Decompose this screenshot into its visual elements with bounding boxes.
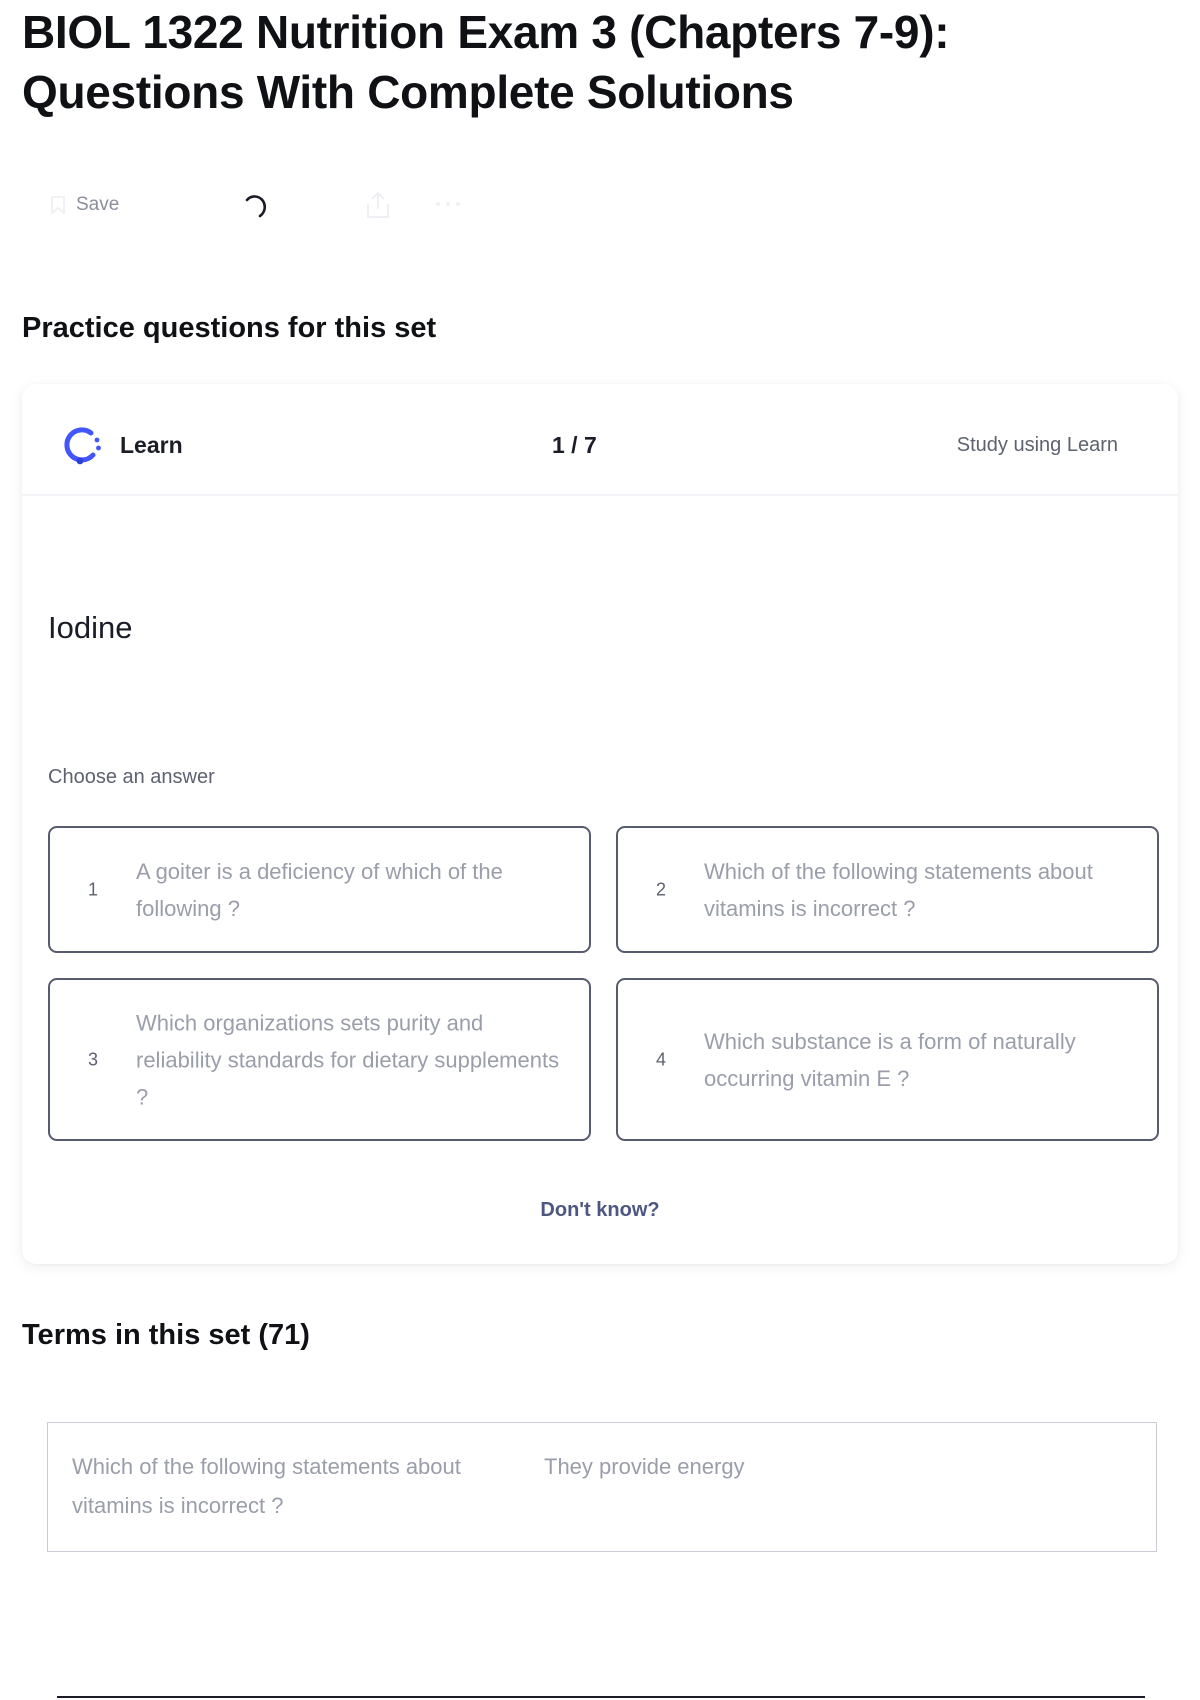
term-card [47, 1422, 1157, 1552]
option-text: Which of the following statements about vitamins is incorrect ? [704, 858, 1093, 921]
option-number: 2 [656, 879, 667, 899]
practice-card-header [22, 384, 1178, 496]
save-button[interactable] [50, 194, 119, 216]
choose-answer-label: Choose an answer [48, 766, 215, 788]
study-using-learn-link[interactable]: Study using Learn [956, 434, 1118, 456]
spinner-icon [242, 192, 270, 220]
answer-option-3[interactable] [48, 978, 591, 1141]
practice-heading: Practice questions for this set [22, 312, 437, 344]
learn-label: Learn [120, 431, 183, 458]
question-progress: 1 / 7 [552, 432, 597, 458]
share-icon[interactable] [364, 190, 392, 220]
learn-icon [62, 424, 104, 466]
answer-option-2[interactable] [616, 826, 1159, 953]
save-label: Save [76, 194, 120, 215]
option-number: 3 [88, 1049, 99, 1069]
dont-know-button[interactable]: Don't know? [540, 1199, 660, 1221]
learn-mode [62, 424, 183, 466]
option-number: 1 [88, 879, 99, 899]
set-actions [50, 188, 530, 228]
question-prompt: Iodine [48, 610, 133, 645]
terms-heading: Terms in this set (71) [22, 1319, 310, 1351]
divider [57, 1696, 1145, 1698]
term-text: Which of the following statements about vitamins is incorrect ? [72, 1454, 461, 1518]
answer-option-4[interactable] [616, 978, 1159, 1141]
option-text: Which organizations sets purity and reliability standards for dietary supplements ? [136, 1010, 560, 1109]
option-number: 4 [656, 1049, 667, 1069]
page-title: BIOL 1322 Nutrition Exam 3 (Chapters 7-9): Questions With Complete Solutions [22, 6, 950, 118]
answer-option-1[interactable] [48, 826, 591, 953]
option-text: Which substance is a form of naturally occurring vitamin E ? [704, 1028, 1076, 1091]
definition-text: They provide energy [544, 1454, 745, 1479]
practice-card [22, 384, 1178, 1264]
option-text: A goiter is a deficiency of which of the following ? [136, 858, 503, 921]
more-icon[interactable] [432, 194, 464, 214]
bookmark-icon [50, 196, 66, 214]
